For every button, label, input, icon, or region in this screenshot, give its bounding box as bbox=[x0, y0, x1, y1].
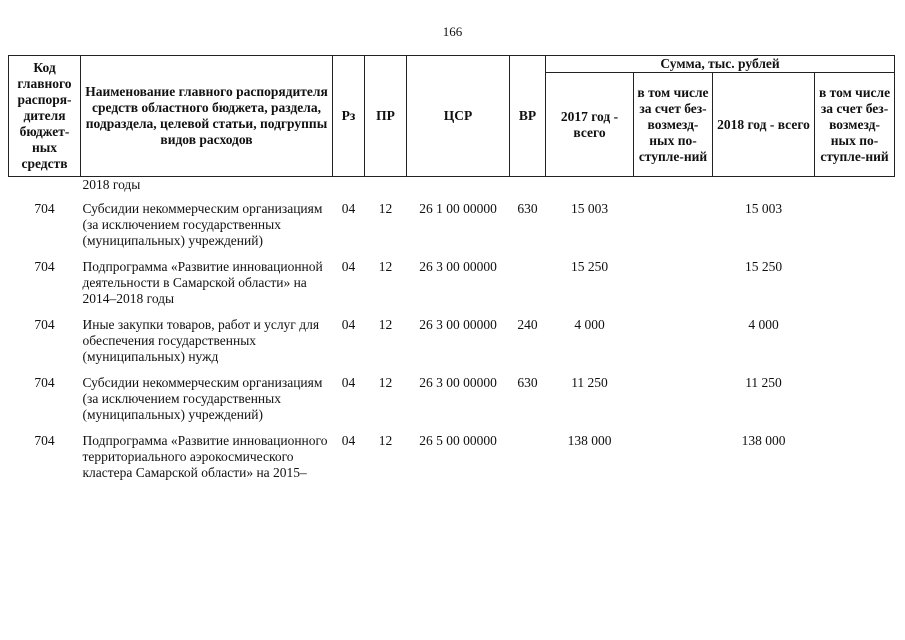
cell-2018-free bbox=[815, 375, 895, 433]
cell-vr bbox=[510, 433, 546, 481]
cell-2018-free bbox=[815, 259, 895, 317]
header-code: Код главного распоря-дителя бюджет-ных средств bbox=[9, 56, 81, 177]
cell-code: 704 bbox=[34, 201, 55, 216]
cell-2018-total: 11 250 bbox=[745, 375, 782, 390]
cell-rz: 04 bbox=[341, 433, 356, 448]
continuation-row bbox=[9, 177, 895, 202]
cell-pr: 12 bbox=[378, 375, 393, 390]
cell-rz: 04 bbox=[341, 317, 356, 332]
cell-name: Субсидии некоммерческим организациям (за исключением государственных (муниципальных) учреждений) bbox=[82, 201, 323, 248]
table-row bbox=[9, 433, 895, 481]
cell-pr: 12 bbox=[378, 201, 393, 216]
page-number: 166 bbox=[442, 24, 463, 39]
header-vr: ВР bbox=[510, 56, 546, 177]
cell-2017-total: 138 000 bbox=[567, 433, 612, 448]
cell-csr: 26 5 00 00000 bbox=[419, 433, 497, 448]
header-2018-total: 2018 год - всего bbox=[713, 73, 815, 177]
cell-2017-total: 15 250 bbox=[570, 259, 609, 274]
cell-csr: 26 3 00 00000 bbox=[419, 259, 497, 274]
cell-csr: 26 1 00 00000 bbox=[419, 201, 497, 216]
header-2017-free: в том числе за счет без-возмезд-ных по-ступле-ний bbox=[634, 73, 713, 177]
cell-rz: 04 bbox=[341, 259, 356, 274]
cell-rz: 04 bbox=[341, 375, 356, 390]
cell-code: 704 bbox=[34, 375, 55, 390]
cell-name: Субсидии некоммерческим организациям (за исключением государственных (муниципальных) учреждений) bbox=[82, 375, 323, 422]
cell-2018-total: 4 000 bbox=[748, 317, 779, 332]
cell-rz: 04 bbox=[341, 201, 356, 216]
table-row bbox=[9, 201, 895, 259]
cell-2018-total: 138 000 bbox=[741, 433, 786, 448]
header-2017-total: 2017 год - всего bbox=[546, 73, 634, 177]
cell-2017-total: 11 250 bbox=[571, 375, 608, 390]
cell-name: Иные закупки товаров, работ и услуг для обеспечения государственных (муниципальных) нужд bbox=[82, 317, 320, 364]
cell-2017-free bbox=[634, 201, 713, 259]
cell-pr: 12 bbox=[378, 433, 393, 448]
cell-2017-free bbox=[634, 317, 713, 375]
cell-name: Подпрограмма «Развитие инновационного территориального аэрокосмического кластера Самарской области» на 2015– bbox=[82, 433, 328, 480]
cell-2018-free bbox=[815, 201, 895, 259]
table-row bbox=[9, 317, 895, 375]
table-row bbox=[9, 375, 895, 433]
table-body bbox=[9, 177, 895, 482]
cell-pr: 12 bbox=[378, 317, 393, 332]
cell-vr: 630 bbox=[517, 201, 538, 216]
cell-csr: 26 3 00 00000 bbox=[419, 317, 497, 332]
cell-2017-total: 4 000 bbox=[574, 317, 605, 332]
cell-code: 704 bbox=[34, 433, 55, 448]
header-rz: Рз bbox=[333, 56, 365, 177]
cell-pr: 12 bbox=[378, 259, 393, 274]
cell-vr bbox=[510, 259, 546, 317]
cell-vr: 240 bbox=[517, 317, 538, 332]
header-pr: ПР bbox=[365, 56, 407, 177]
cell-2018-total: 15 003 bbox=[744, 201, 783, 216]
cell-csr: 26 3 00 00000 bbox=[419, 375, 497, 390]
cell-2018-free bbox=[815, 433, 895, 481]
cell-2018-total: 15 250 bbox=[744, 259, 783, 274]
header-name: Наименование главного распорядителя средств областного бюджета, раздела, подраздела, целевой статьи, подгруппы видов расходов bbox=[81, 56, 333, 177]
header-sum: Сумма, тыс. рублей bbox=[546, 56, 895, 73]
header-csr: ЦСР bbox=[407, 56, 510, 177]
continuation-text: 2018 годы bbox=[82, 177, 141, 192]
cell-2018-free bbox=[815, 317, 895, 375]
cell-vr: 630 bbox=[517, 375, 538, 390]
budget-table bbox=[8, 55, 895, 481]
cell-2017-total: 15 003 bbox=[570, 201, 609, 216]
cell-code: 704 bbox=[34, 317, 55, 332]
table-header bbox=[9, 56, 895, 177]
cell-2017-free bbox=[634, 433, 713, 481]
cell-name: Подпрограмма «Развитие инновационной деятельности в Самарской области» на 2014–2018 годы bbox=[82, 259, 323, 306]
table-row bbox=[9, 259, 895, 317]
cell-code: 704 bbox=[34, 259, 55, 274]
cell-2017-free bbox=[634, 375, 713, 433]
header-2018-free: в том числе за счет без-возмезд-ных по-ступле-ний bbox=[815, 73, 895, 177]
cell-2017-free bbox=[634, 259, 713, 317]
